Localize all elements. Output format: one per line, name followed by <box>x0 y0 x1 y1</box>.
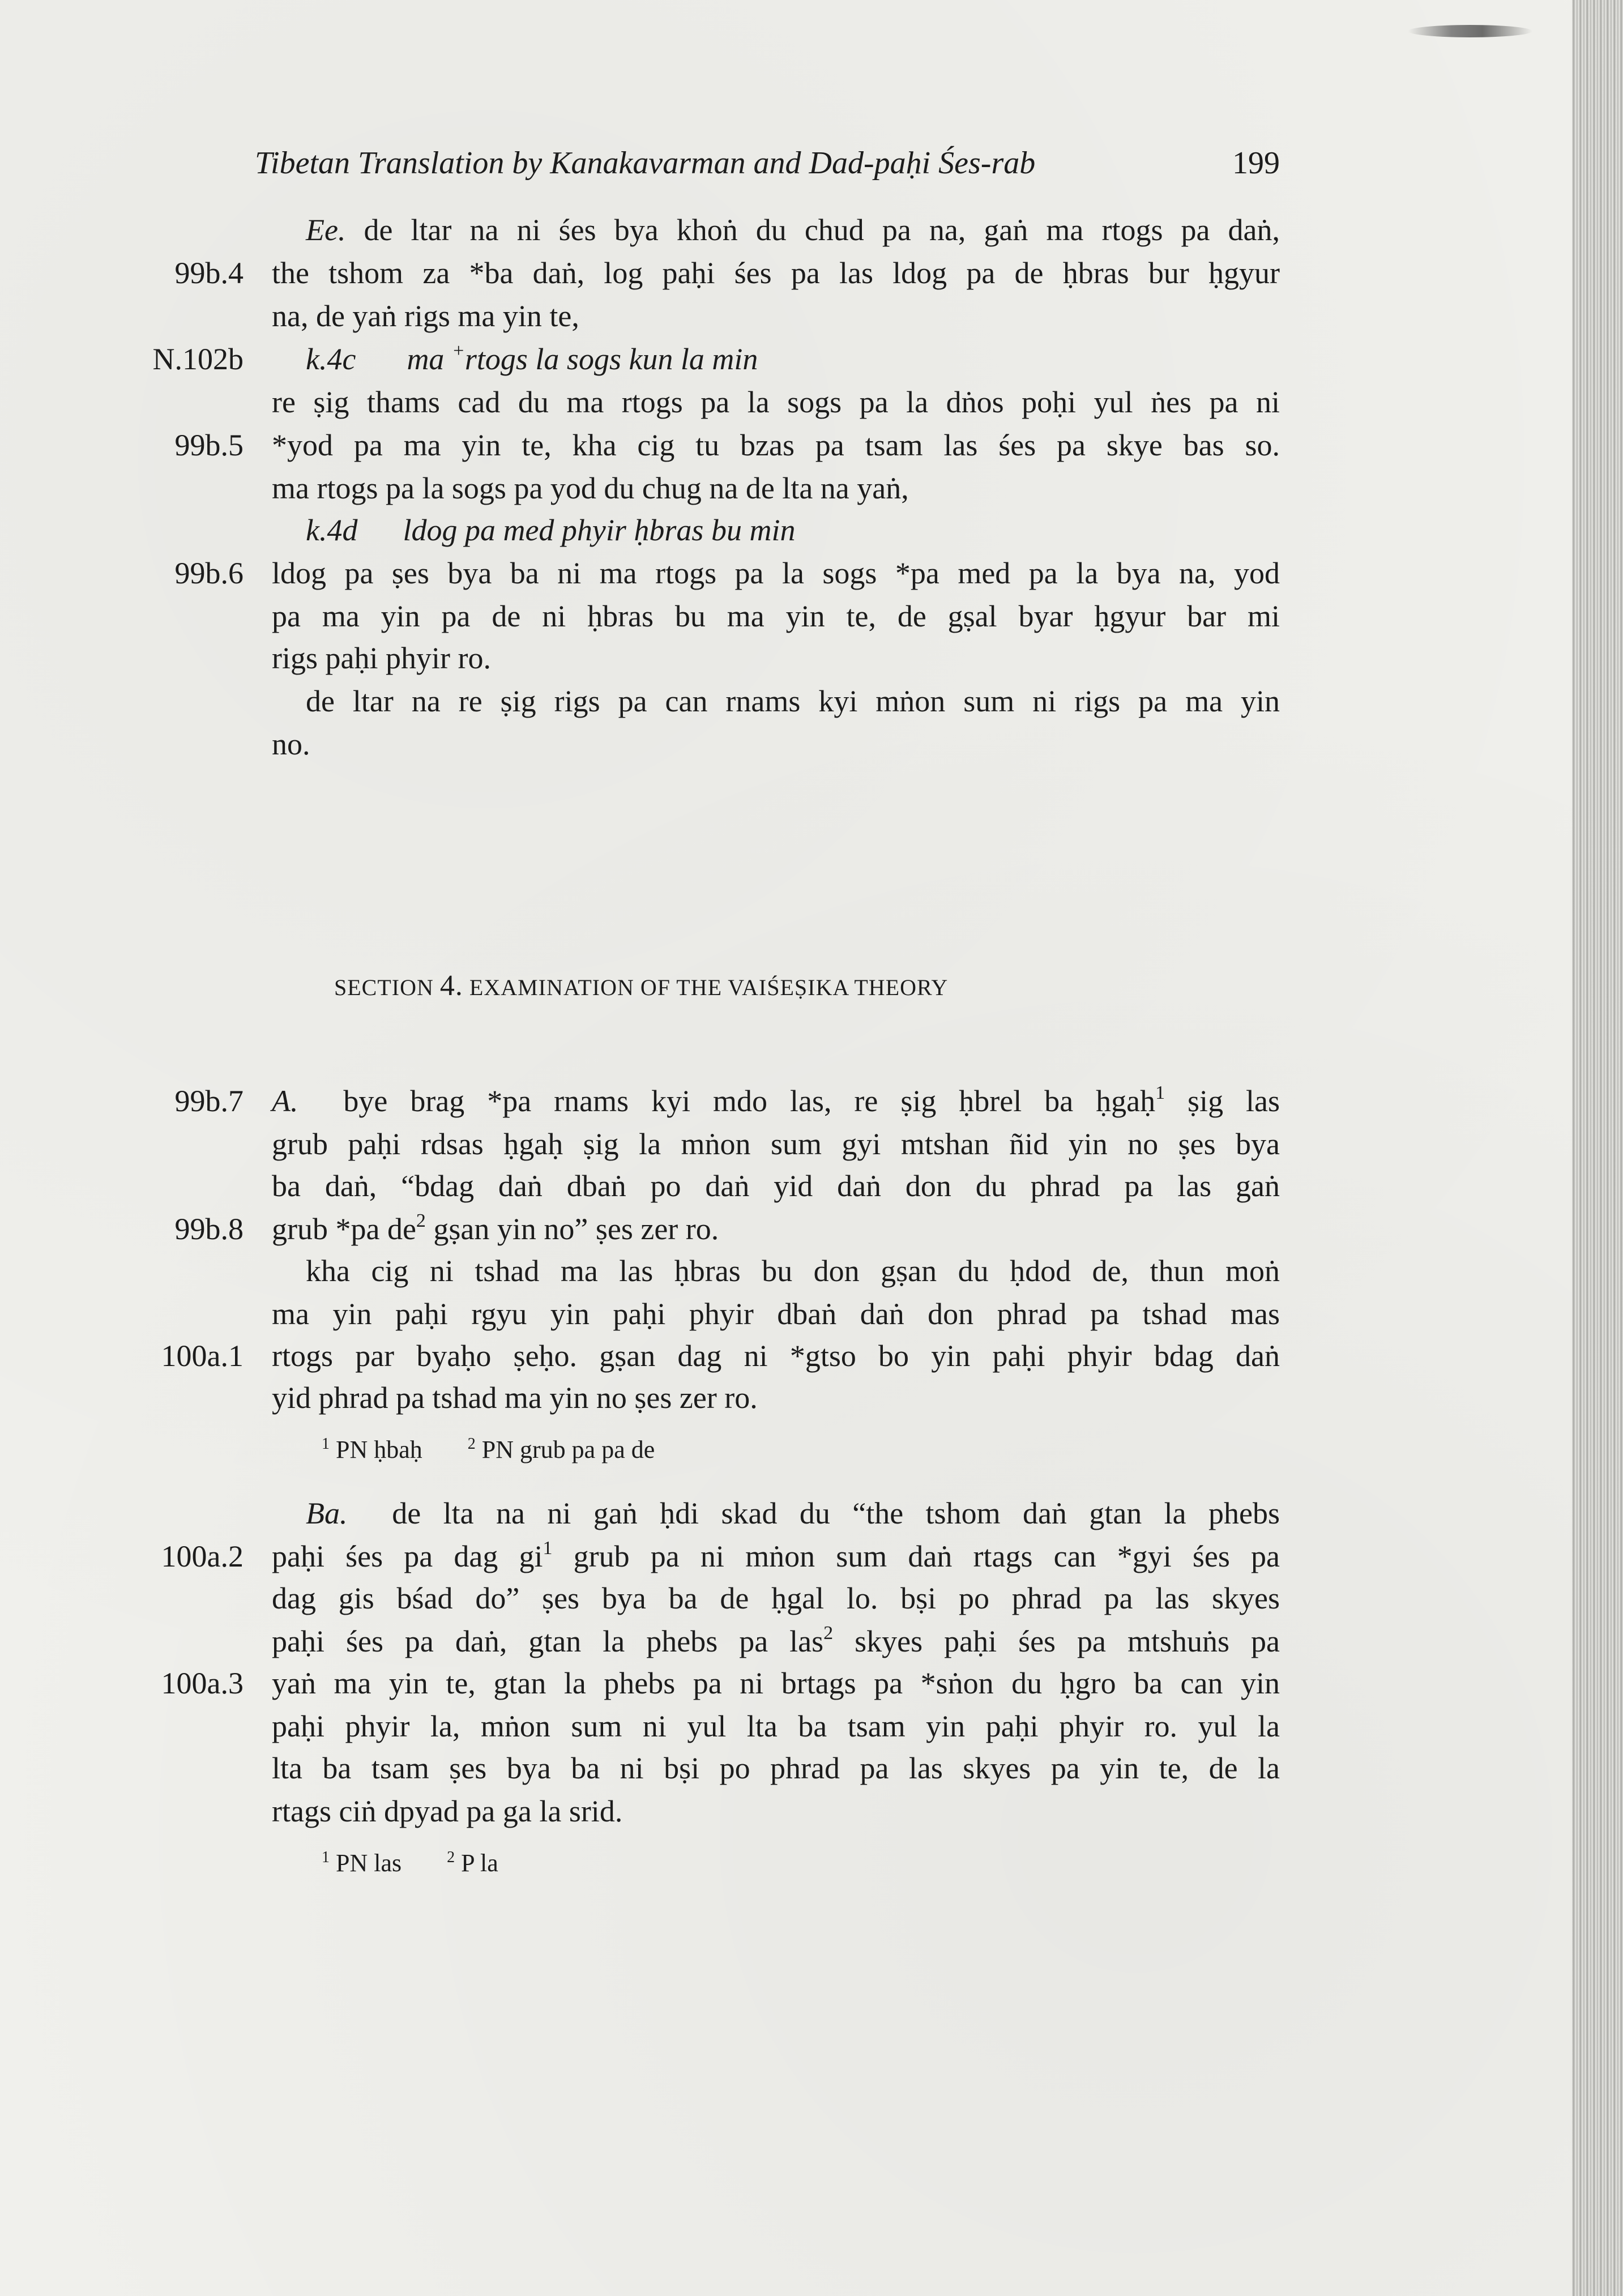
text-line: paḥi phyir la, mṅon sum ni yul lta ba tsam yin paḥi phyir ro. yul la <box>272 1709 1280 1743</box>
text-line: Ee. de ltar na ni śes bya khoṅ du chud pa na, gaṅ ma rtogs pa daṅ, <box>306 213 1280 247</box>
section-heading: SECTION 4. EXAMINATION OF THE VAIŚEṢIKA THEORY <box>334 970 949 1002</box>
margin-ref: 99b.5 <box>174 428 244 462</box>
text-line: lta ba tsam ṣes bya ba ni bṣi po phrad pa las skyes pa yin te, de la <box>272 1751 1280 1785</box>
footnote: $^1$ PN ḥbaḥ <box>322 1435 422 1463</box>
running-header <box>255 145 1280 190</box>
text-line: A. bye brag *pa rnams kyi mdo las, re ṣig ḥbrel ba ḥgaḥ$^1$ ṣig las <box>272 1082 1280 1118</box>
margin-ref: 100a.3 <box>161 1666 244 1700</box>
text-line: pa ma yin pa de ni ḥbras bu ma yin te, de gṣal byar ḥgyur bar mi <box>272 599 1280 633</box>
paragraph-label: Ba. <box>306 1496 348 1530</box>
text-line: de ltar na re ṣig rigs pa can rnams kyi mṅon sum ni rigs pa ma yin <box>306 684 1280 718</box>
text-line: kha cig ni tshad ma las ḥbras bu don gṣan du ḥdod de, thun moṅ <box>306 1254 1280 1288</box>
margin-ref: 99b.7 <box>174 1084 244 1118</box>
text-line: ldog pa ṣes bya ba ni ma rtogs pa la sogs *pa med pa la bya na, yod <box>272 556 1280 590</box>
paragraph-label: A. <box>272 1084 298 1118</box>
footnotes <box>322 1846 544 1880</box>
text-line: na, de yaṅ rigs ma yin te, <box>272 299 579 333</box>
scan-smudge <box>1408 25 1532 37</box>
margin-ref: 100a.1 <box>161 1339 244 1373</box>
book-binding-edge <box>1572 0 1623 2296</box>
text-line: re ṣig thams cad du ma rtogs pa la sogs pa la dṅos poḥi yul ṅes pa ni <box>272 385 1280 419</box>
text-line: grub *pa $de^2$ gṣan yin no” ṣes zer ro. <box>272 1210 719 1246</box>
margin-ref: N.102b <box>152 342 244 376</box>
footnote: $^2$ P la <box>447 1849 498 1877</box>
verse-line: k.4d ldog pa med phyir ḥbras bu min <box>306 513 796 547</box>
text-line: dag gis bśad do” ṣes bya ba de ḥgal lo. bṣi po phrad pa las skyes <box>272 1581 1280 1615</box>
text-line: ma rtogs pa la sogs pa yod du chug na de lta na yaṅ, <box>272 471 909 505</box>
text-line: Ba. de lta na ni gaṅ ḥdi skad du “the tshom daṅ gtan la phebs <box>306 1496 1280 1530</box>
text-line: no. <box>272 727 310 761</box>
verse-label: k.4d <box>306 513 358 547</box>
text-line: *yod pa ma yin te, kha cig tu bzas pa tsam las śes pa skye bas so. <box>272 428 1280 462</box>
footnote: $^1$ PN las <box>322 1849 402 1877</box>
paragraph-label: Ee. <box>306 213 346 247</box>
text-line: rigs paḥi phyir ro. <box>272 641 491 675</box>
verse-line: k.4c ma +rtogs la sogs kun la min <box>306 340 758 376</box>
text-line: yid phrad pa tshad ma yin no ṣes zer ro. <box>272 1381 758 1415</box>
margin-ref: 99b.8 <box>174 1212 244 1246</box>
text-line: ba daṅ, “bdag daṅ dbaṅ po daṅ yid daṅ don du phrad pa las gaṅ <box>272 1169 1280 1203</box>
text-line: rtags ciṅ dpyad pa ga la srid. <box>272 1794 623 1828</box>
text-line: ma yin paḥi rgyu yin paḥi phyir dbaṅ daṅ don phrad pa tshad mas <box>272 1297 1280 1331</box>
page-number: 199 <box>1232 146 1280 181</box>
margin-ref: 99b.4 <box>174 256 244 290</box>
margin-ref: 99b.6 <box>174 556 244 590</box>
footnotes <box>322 1433 700 1467</box>
header-title: Tibetan Translation by Kanakavarman and Dad-paḥi Śes-rab <box>255 146 1036 181</box>
footnote: $^2$ PN grub pa pa de <box>467 1435 655 1463</box>
margin-ref: 100a.2 <box>161 1539 244 1573</box>
text-line: paḥi śes pa dag $gi^1$ grub pa ni mṅon sum daṅ rtags can *gyi śes pa <box>272 1538 1280 1573</box>
text-line: grub paḥi rdsas ḥgaḥ ṣig la mṅon sum gyi mtshan ñid yin no ṣes bya <box>272 1127 1280 1161</box>
text-line: yaṅ ma yin te, gtan la phebs pa ni brtags pa *sṅon du ḥgro ba can yin <box>272 1666 1280 1700</box>
text-line: the tshom za *ba daṅ, log paḥi śes pa las ldog pa de ḥbras bur ḥgyur <box>272 256 1280 290</box>
text-line: paḥi śes pa daṅ, gtan la phebs pa las$^2$ skyes paḥi śes pa mtshuṅs pa <box>272 1623 1280 1658</box>
verse-label: k.4c <box>306 342 356 376</box>
text-line: rtogs par byaḥo ṣeḥo. gṣan dag ni *gtso bo yin paḥi phyir bdag daṅ <box>272 1339 1280 1373</box>
